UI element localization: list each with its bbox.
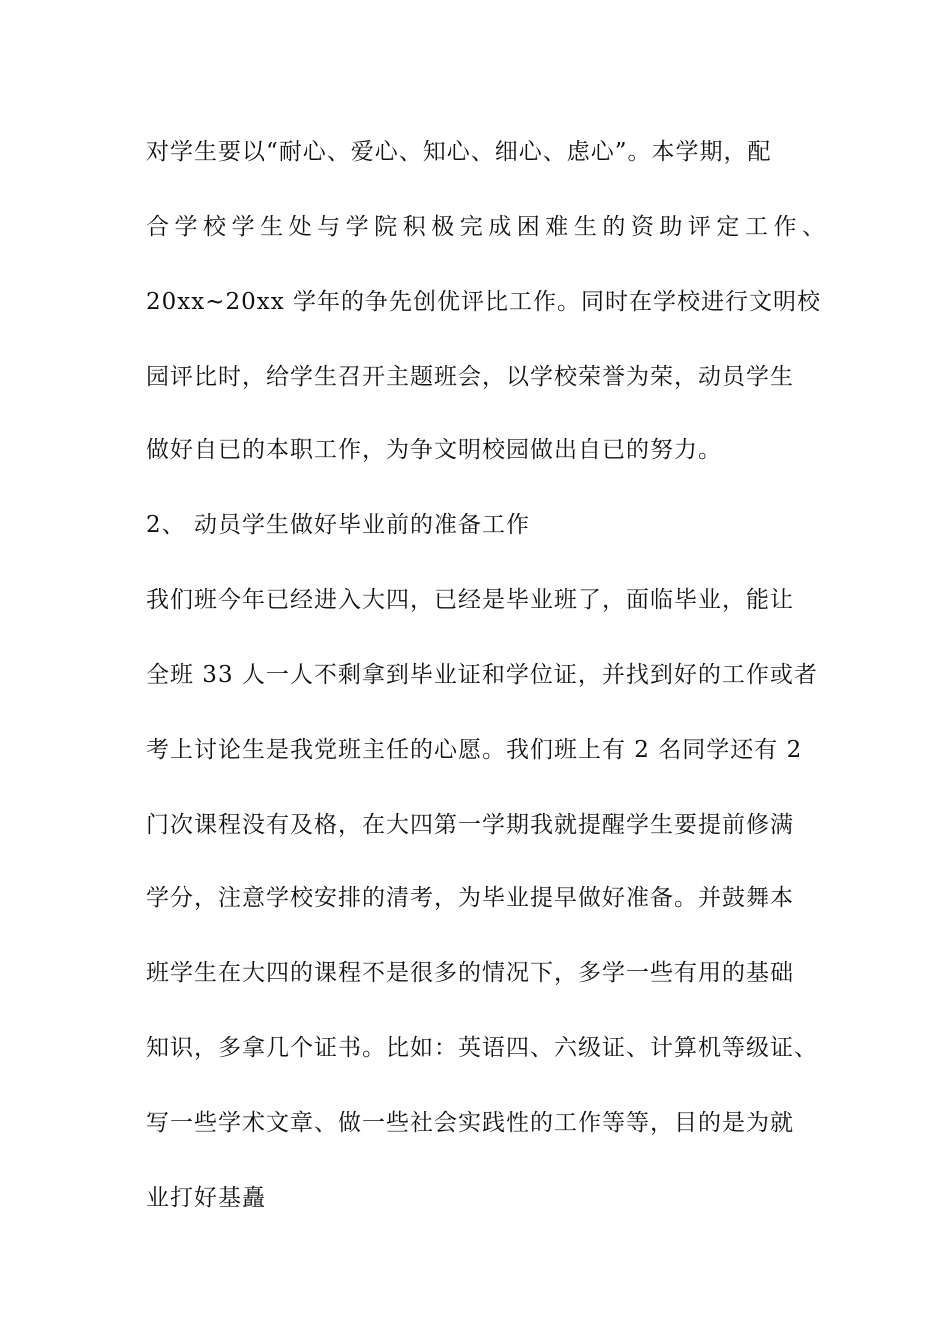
paragraph-line: 我们班今年已经进入大四，已经是毕业班了，面临毕业，能让 [146, 587, 794, 613]
paragraph-line: 园评比时，给学生召开主题班会，以学校荣誉为荣，动员学生 [146, 364, 794, 390]
paragraph-line: 20xx~20xx 学年的争先创优评比工作。同时在学校进行文明校 [146, 289, 822, 315]
paragraph-line: 业打好基矗 [146, 1185, 266, 1211]
paragraph-line: 学分，注意学校安排的清考，为毕业提早做好准备。并鼓舞本 [146, 885, 794, 911]
paragraph-line: 全班 33 人一人不剩拿到毕业证和学位证，并找到好的工作或者 [146, 662, 818, 688]
paragraph-line: 班学生在大四的课程不是很多的情况下，多学一些有用的基础 [146, 960, 794, 986]
paragraph-line: 对学生要以“耐心、爱心、知心、细心、虑心”。本学期，配 [146, 139, 772, 165]
paragraph-line: 知识，多拿几个证书。比如：英语四、六级证、计算机等级证、 [146, 1035, 818, 1061]
paragraph-line: 考上讨论生是我党班主任的心愿。我们班上有 2 名同学还有 2 [146, 737, 803, 763]
paragraph-line: 合学校学生处与学院积极完成困难生的资助评定工作、 [146, 214, 826, 240]
paragraph-line: 做好自已的本职工作，为争文明校园做出自已的努力。 [146, 437, 722, 463]
section-heading: 2、 动员学生做好毕业前的准备工作 [146, 512, 530, 538]
paragraph-line: 写一些学术文章、做一些社会实践性的工作等等，目的是为就 [146, 1110, 794, 1136]
paragraph-line: 门次课程没有及格，在大四第一学期我就提醒学生要提前修满 [146, 812, 794, 838]
